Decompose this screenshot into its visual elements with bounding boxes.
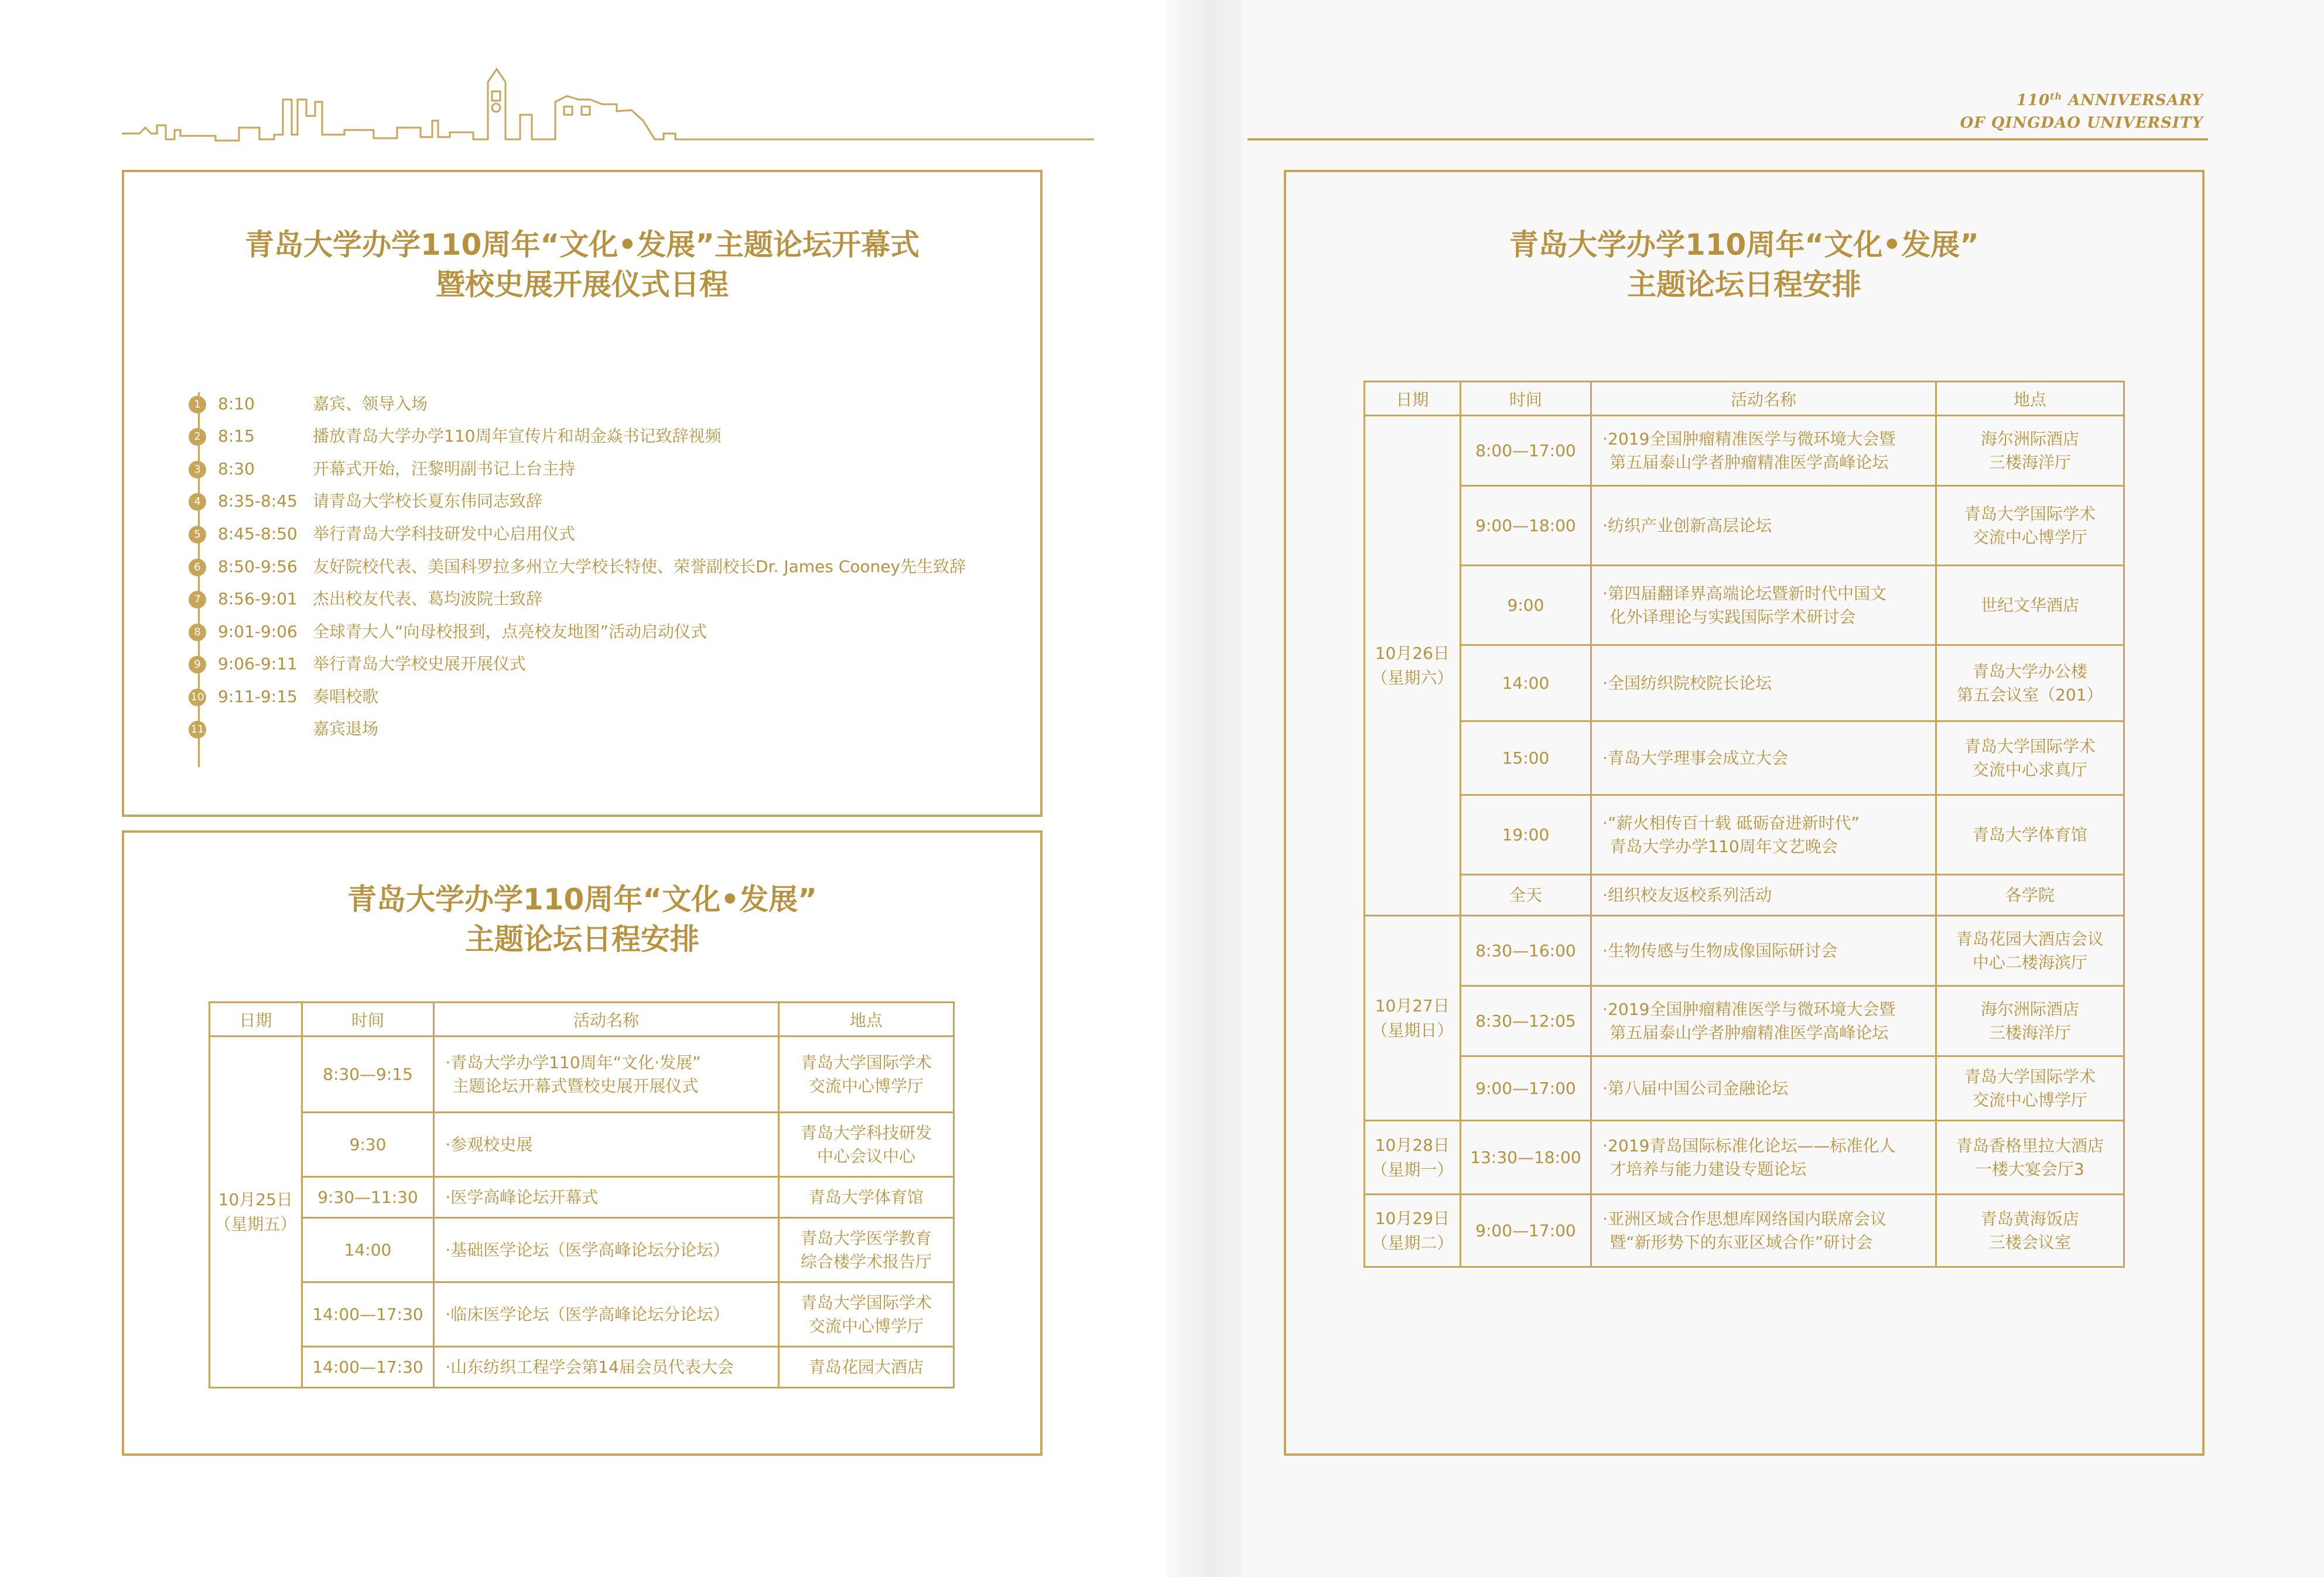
activity-cell bbox=[1591, 986, 1936, 1056]
step-number-badge: 4 bbox=[189, 493, 206, 511]
venue-line-2: 交流中心博学厅 bbox=[808, 1316, 924, 1336]
step-number-badge: 9 bbox=[189, 656, 206, 673]
step-number-badge: 8 bbox=[189, 624, 206, 641]
activity-line-2: 青岛大学办学110周年文艺晚会 bbox=[1609, 836, 1838, 856]
step-number-badge: 7 bbox=[189, 591, 206, 608]
table-row bbox=[210, 1113, 954, 1177]
venue-cell bbox=[1936, 1056, 2124, 1121]
step-number-badge: 10 bbox=[189, 689, 206, 706]
table-row bbox=[1365, 1056, 2124, 1121]
table-row bbox=[1365, 486, 2124, 566]
activity-line-1: ·2019全国肿瘤精准医学与微环境大会暨 bbox=[1602, 999, 1896, 1019]
venue-line-2: 三楼海洋厅 bbox=[1988, 452, 2071, 472]
timeline-activity: 举行青岛大学校史展开展仪式 bbox=[313, 654, 527, 673]
venue-line-2: 中心二楼海滨厅 bbox=[1972, 952, 2087, 972]
timeline-time: 8:35-8:45 bbox=[218, 491, 298, 511]
header-time: 时间 bbox=[1460, 382, 1591, 416]
timeline-time: 9:01-9:06 bbox=[218, 622, 298, 641]
venue-line-1: 青岛大学国际学术 bbox=[800, 1052, 932, 1072]
activity-cell bbox=[434, 1036, 778, 1113]
time-cell: 14:00—17:30 bbox=[302, 1347, 434, 1388]
table-row bbox=[1365, 416, 2124, 486]
anniversary-mark: 110th ANNIVERSARY OF QINGDAO UNIVERSITY bbox=[1960, 91, 2203, 132]
header-activity: 活动名称 bbox=[1591, 382, 1936, 416]
venue-line-1: 青岛大学国际学术 bbox=[1964, 1066, 2096, 1086]
activity-line-1: ·医学高峰论坛开幕式 bbox=[445, 1187, 599, 1207]
date-label: 10月28日 bbox=[1375, 1135, 1450, 1155]
timeline-activity: 嘉宾、领导入场 bbox=[313, 394, 428, 413]
venue-line-1: 青岛花园大酒店 bbox=[808, 1357, 924, 1377]
timeline-activity: 全球青大人“向母校报到，点亮校友地图”活动启动仪式 bbox=[313, 622, 708, 641]
weekday-label: （星期六） bbox=[1371, 668, 1454, 687]
forum-schedule-table-left bbox=[209, 1001, 955, 1388]
activity-line-2: 暨“新形势下的东亚区域合作”研讨会 bbox=[1609, 1232, 1873, 1252]
venue-line-1: 青岛大学体育馆 bbox=[808, 1187, 924, 1207]
book-spine bbox=[1166, 0, 1242, 1577]
header-venue: 地点 bbox=[1936, 382, 2124, 416]
venue-line-1: 青岛香格里拉大酒店 bbox=[1956, 1135, 2104, 1155]
date-label: 10月27日 bbox=[1375, 996, 1450, 1015]
table-row bbox=[1365, 566, 2124, 645]
activity-line-1: ·亚洲区域合作思想库网络国内联席会议 bbox=[1602, 1209, 1887, 1229]
activity-line-2: 主题论坛开幕式暨校史展开展仪式 bbox=[452, 1076, 699, 1096]
timeline-activity: 请青岛大学校长夏东伟同志致辞 bbox=[313, 491, 543, 511]
venue-line-2: 第五会议室（201） bbox=[1957, 685, 2103, 704]
time-cell: 8:30—12:05 bbox=[1460, 986, 1591, 1056]
timeline-time: 8:10 bbox=[218, 394, 255, 413]
table-row bbox=[210, 1218, 954, 1282]
step-number-badge: 3 bbox=[189, 461, 206, 478]
timeline-time: 8:45-8:50 bbox=[218, 524, 298, 543]
weekday-label: （星期二） bbox=[1371, 1233, 1454, 1253]
venue-cell bbox=[778, 1036, 953, 1113]
time-cell: 8:30—16:00 bbox=[1460, 916, 1591, 986]
venue-cell bbox=[778, 1347, 953, 1388]
venue-line-1: 海尔洲际酒店 bbox=[1980, 429, 2079, 449]
venue-line-2: 三楼会议室 bbox=[1988, 1232, 2071, 1252]
timeline-time: 8:15 bbox=[218, 426, 255, 446]
activity-line-2: 化外译理论与实践国际学术研讨会 bbox=[1609, 607, 1856, 627]
timeline-activity: 举行青岛大学科技研发中心启用仪式 bbox=[313, 524, 576, 543]
venue-cell bbox=[1936, 875, 2124, 916]
time-cell: 19:00 bbox=[1460, 795, 1591, 875]
venue-line-1: 青岛大学办公楼 bbox=[1972, 661, 2087, 681]
activity-line-1: ·2019全国肿瘤精准医学与微环境大会暨 bbox=[1602, 429, 1896, 449]
activity-cell bbox=[434, 1347, 778, 1388]
header-activity: 活动名称 bbox=[434, 1003, 778, 1036]
header-date: 日期 bbox=[210, 1003, 302, 1036]
timeline-time: 9:11-9:15 bbox=[218, 687, 298, 706]
date-cell bbox=[1365, 1195, 1461, 1267]
time-cell: 14:00 bbox=[302, 1218, 434, 1282]
activity-line-1: ·生物传感与生物成像国际研讨会 bbox=[1602, 940, 1838, 960]
venue-cell bbox=[778, 1282, 953, 1347]
header-date: 日期 bbox=[1365, 382, 1461, 416]
table-row bbox=[1365, 721, 2124, 795]
activity-line-1: ·2019青岛国际标准化论坛——标准化人 bbox=[1602, 1135, 1896, 1155]
activity-line-1: ·组织校友返校系列活动 bbox=[1602, 885, 1772, 905]
step-number-badge: 2 bbox=[189, 428, 206, 446]
venue-cell bbox=[1936, 1121, 2124, 1195]
activity-cell bbox=[1591, 875, 1936, 916]
activity-cell bbox=[434, 1177, 778, 1218]
activity-cell bbox=[1591, 1056, 1936, 1121]
time-cell: 13:30—18:00 bbox=[1460, 1121, 1591, 1195]
table-row bbox=[1365, 916, 2124, 986]
activity-line-1: ·全国纺织院校院长论坛 bbox=[1602, 673, 1772, 693]
venue-line-1: 海尔洲际酒店 bbox=[1980, 999, 2079, 1019]
venue-cell bbox=[778, 1113, 953, 1177]
venue-line-2: 一楼大宴会厅3 bbox=[1975, 1159, 2084, 1179]
activity-cell bbox=[434, 1218, 778, 1282]
activity-cell bbox=[1591, 566, 1936, 645]
date-cell bbox=[1365, 416, 1461, 916]
activity-cell bbox=[434, 1282, 778, 1347]
activity-line-1: ·基础医学论坛（医学高峰论坛分论坛） bbox=[445, 1240, 730, 1260]
date-cell bbox=[1365, 916, 1461, 1121]
table-row bbox=[1365, 795, 2124, 875]
venue-cell bbox=[1936, 1195, 2124, 1267]
venue-cell bbox=[1936, 486, 2124, 566]
venue-line-2: 交流中心博学厅 bbox=[1972, 1090, 2087, 1110]
header-venue: 地点 bbox=[778, 1003, 953, 1036]
venue-line-2: 综合楼学术报告厅 bbox=[800, 1251, 932, 1271]
activity-line-2: 第五届泰山学者肿瘤精准医学高峰论坛 bbox=[1609, 1022, 1889, 1042]
step-number-badge: 1 bbox=[189, 396, 206, 413]
venue-line-1: 青岛大学科技研发 bbox=[800, 1123, 932, 1142]
activity-line-1: ·第四届翻译界高端论坛暨新时代中国文 bbox=[1602, 583, 1887, 603]
table-row bbox=[210, 1177, 954, 1218]
venue-cell bbox=[1936, 416, 2124, 486]
venue-line-1: 青岛黄海饭店 bbox=[1980, 1209, 2079, 1229]
weekday-label: （星期日） bbox=[1371, 1020, 1454, 1040]
campus-skyline-illustration bbox=[122, 64, 1094, 152]
activity-line-1: ·纺织产业创新高层论坛 bbox=[1602, 515, 1772, 535]
venue-line-1: 各学院 bbox=[2005, 885, 2055, 905]
venue-line-1: 青岛大学医学教育 bbox=[800, 1228, 932, 1248]
timeline-activity: 播放青岛大学办学110周年宣传片和胡金焱书记致辞视频 bbox=[313, 426, 722, 446]
weekday-label: （星期五） bbox=[214, 1214, 297, 1234]
timeline-activity: 嘉宾退场 bbox=[313, 719, 379, 738]
timeline-activity: 杰出校友代表、葛均波院士致辞 bbox=[313, 589, 543, 608]
forum-title-right: 青岛大学办学110周年“文化•发展” 主题论坛日程安排 bbox=[1509, 228, 1980, 302]
activity-line-1: ·临床医学论坛（医学高峰论坛分论坛） bbox=[445, 1304, 730, 1324]
venue-line-2: 交流中心博学厅 bbox=[808, 1076, 924, 1096]
header-rule bbox=[1248, 138, 2208, 141]
venue-cell bbox=[1936, 645, 2124, 721]
date-cell bbox=[210, 1036, 302, 1388]
venue-cell bbox=[1936, 795, 2124, 875]
activity-line-1: ·第八届中国公司金融论坛 bbox=[1602, 1078, 1789, 1098]
timeline-time: 8:50-9:56 bbox=[218, 557, 298, 576]
activity-cell bbox=[1591, 416, 1936, 486]
table-row bbox=[1365, 1195, 2124, 1267]
venue-cell bbox=[778, 1218, 953, 1282]
venue-line-2: 交流中心博学厅 bbox=[1972, 527, 2087, 547]
table-row bbox=[1365, 1121, 2124, 1195]
venue-cell bbox=[1936, 986, 2124, 1056]
activity-cell bbox=[434, 1113, 778, 1177]
activity-cell bbox=[1591, 1121, 1936, 1195]
timeline-activity: 开幕式开始，汪黎明副书记上台主持 bbox=[313, 459, 576, 478]
time-cell: 全天 bbox=[1460, 875, 1591, 916]
venue-cell bbox=[1936, 721, 2124, 795]
table-row bbox=[1365, 645, 2124, 721]
venue-cell bbox=[1936, 566, 2124, 645]
timeline-activity: 奏唱校歌 bbox=[313, 687, 379, 706]
ceremony-title: 青岛大学办学110周年“文化•发展”主题论坛开幕式 暨校史展开展仪式日程 bbox=[244, 228, 920, 302]
venue-cell bbox=[1936, 916, 2124, 986]
date-label: 10月25日 bbox=[218, 1189, 293, 1209]
time-cell: 9:00—17:00 bbox=[1460, 1195, 1591, 1267]
table-row bbox=[210, 1282, 954, 1347]
activity-line-1: ·青岛大学办学110周年“文化·发展” bbox=[445, 1052, 701, 1072]
table-row bbox=[1365, 875, 2124, 916]
header-time: 时间 bbox=[302, 1003, 434, 1036]
time-cell: 8:00—17:00 bbox=[1460, 416, 1591, 486]
timeline-activity: 友好院校代表、美国科罗拉多州立大学校长特使、荣誉副校长Dr. James Cooney先生致辞 bbox=[313, 557, 966, 576]
table-row bbox=[1365, 986, 2124, 1056]
activity-cell bbox=[1591, 795, 1936, 875]
table-row bbox=[210, 1036, 954, 1113]
timeline-time: 8:56-9:01 bbox=[218, 589, 298, 608]
venue-cell bbox=[778, 1177, 953, 1218]
timeline-line bbox=[198, 392, 200, 767]
activity-cell bbox=[1591, 916, 1936, 986]
activity-line-2: 第五届泰山学者肿瘤精准医学高峰论坛 bbox=[1609, 452, 1889, 472]
activity-cell bbox=[1591, 1195, 1936, 1267]
time-cell: 9:00—18:00 bbox=[1460, 486, 1591, 566]
venue-line-2: 交流中心求真厅 bbox=[1972, 760, 2087, 779]
time-cell: 8:30—9:15 bbox=[302, 1036, 434, 1113]
step-number-badge: 6 bbox=[189, 559, 206, 576]
activity-line-1: ·参观校史展 bbox=[445, 1134, 533, 1154]
time-cell: 15:00 bbox=[1460, 721, 1591, 795]
venue-line-1: 青岛大学国际学术 bbox=[800, 1292, 932, 1312]
activity-cell bbox=[1591, 645, 1936, 721]
activity-cell bbox=[1591, 721, 1936, 795]
time-cell: 14:00—17:30 bbox=[302, 1282, 434, 1347]
timeline-time: 8:30 bbox=[218, 459, 255, 478]
timeline-time: 9:06-9:11 bbox=[218, 654, 298, 673]
weekday-label: （星期一） bbox=[1371, 1159, 1454, 1179]
activity-line-2: 才培养与能力建设专题论坛 bbox=[1609, 1159, 1807, 1179]
time-cell: 14:00 bbox=[1460, 645, 1591, 721]
time-cell: 9:30—11:30 bbox=[302, 1177, 434, 1218]
venue-line-1: 青岛花园大酒店会议 bbox=[1956, 929, 2104, 949]
activity-line-1: ·山东纺织工程学会第14届会员代表大会 bbox=[445, 1357, 734, 1377]
venue-line-1: 青岛大学体育馆 bbox=[1972, 825, 2087, 844]
venue-line-1: 青岛大学国际学术 bbox=[1964, 504, 2096, 524]
activity-cell bbox=[1591, 486, 1936, 566]
activity-line-1: ·青岛大学理事会成立大会 bbox=[1602, 748, 1789, 768]
venue-line-2: 三楼海洋厅 bbox=[1988, 1022, 2071, 1042]
forum-schedule-table-right bbox=[1363, 381, 2125, 1268]
venue-line-1: 青岛大学国际学术 bbox=[1964, 736, 2096, 756]
step-number-badge: 5 bbox=[189, 526, 206, 543]
date-label: 10月26日 bbox=[1375, 643, 1450, 663]
forum-title-left: 青岛大学办学110周年“文化•发展” 主题论坛日程安排 bbox=[347, 882, 818, 956]
step-number-badge: 11 bbox=[189, 721, 206, 738]
venue-line-1: 世纪文华酒店 bbox=[1980, 595, 2079, 615]
time-cell: 9:00 bbox=[1460, 566, 1591, 645]
time-cell: 9:30 bbox=[302, 1113, 434, 1177]
date-label: 10月29日 bbox=[1375, 1208, 1450, 1228]
date-cell bbox=[1365, 1121, 1461, 1195]
activity-line-1: ·“薪火相传百十载 砥砺奋进新时代” bbox=[1602, 813, 1860, 833]
table-row bbox=[210, 1347, 954, 1388]
venue-line-2: 中心会议中心 bbox=[816, 1146, 915, 1166]
time-cell: 9:00—17:00 bbox=[1460, 1056, 1591, 1121]
